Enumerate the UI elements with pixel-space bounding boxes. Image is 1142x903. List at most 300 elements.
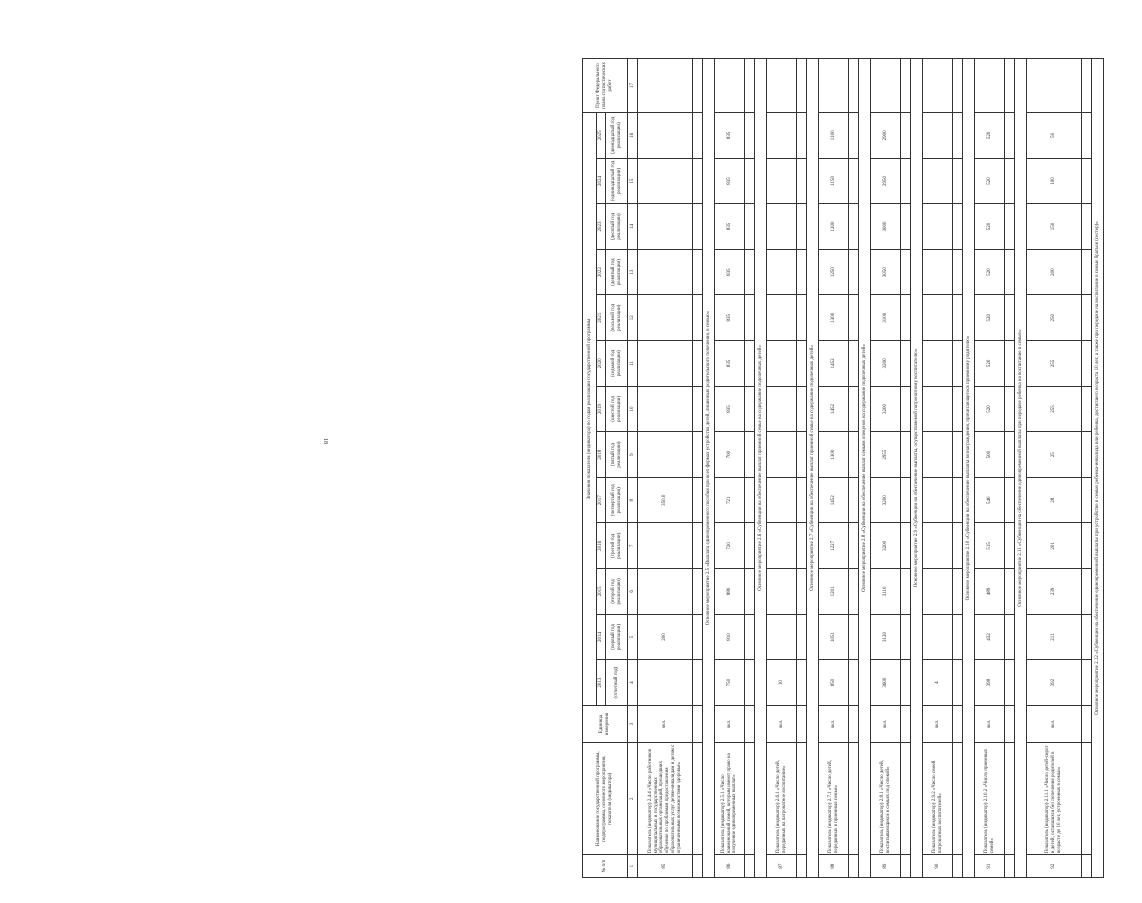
spacer-cell	[797, 743, 807, 855]
spacer-cell	[849, 569, 859, 615]
spacer-cell	[797, 855, 807, 878]
column-number: 12	[628, 295, 638, 341]
spacer-cell	[745, 660, 755, 706]
header-year: 2015	[597, 569, 606, 615]
indicator-value: 200	[638, 614, 693, 660]
spacer-cell	[953, 341, 963, 387]
spacer-cell	[1005, 249, 1015, 295]
indicator-value	[767, 386, 797, 432]
spacer-cell	[849, 295, 859, 341]
spacer-cell	[1005, 705, 1015, 742]
plan-item	[638, 59, 693, 113]
spacer-cell	[901, 523, 911, 569]
indicator-table-sheet	[582, 58, 1142, 878]
spacer-cell	[693, 158, 703, 204]
spacer-row	[745, 59, 755, 878]
indicator-value: 10	[767, 660, 797, 706]
spacer-cell	[797, 660, 807, 706]
plan-item	[715, 59, 745, 113]
spacer-cell	[745, 59, 755, 113]
indicator-value: 1250	[819, 249, 849, 295]
indicator-name: Показатель (индикатор) 2.5.1 «Число наименований семей, которым имеют право на получение единовременных выплат»	[715, 743, 745, 855]
spacer-cell	[797, 523, 807, 569]
spacer-cell	[901, 204, 911, 250]
spacer-cell	[849, 523, 859, 569]
spacer-cell	[1082, 855, 1092, 878]
indicator-value: 700	[715, 432, 745, 478]
indicator-value	[767, 341, 797, 387]
spacer-cell	[745, 249, 755, 295]
indicator-table-body	[638, 59, 1104, 878]
indicator-name: Показатель (индикатор) 2.7.1 «Число детей, переданных в приемные семьи»	[819, 743, 849, 855]
indicator-value	[923, 477, 953, 523]
spacer-cell	[693, 59, 703, 113]
indicator-value: 255	[1027, 341, 1082, 387]
indicator-value: 850	[819, 660, 849, 706]
spacer-cell	[901, 432, 911, 478]
indicator-value: 3100	[871, 295, 901, 341]
indicator-value	[923, 204, 953, 250]
spacer-cell	[797, 295, 807, 341]
event-row	[755, 59, 767, 878]
spacer-cell	[1005, 204, 1015, 250]
indicator-value: 1452	[819, 477, 849, 523]
indicator-value: 810	[715, 614, 745, 660]
header-year: 2023	[597, 204, 606, 250]
indicator-value	[923, 295, 953, 341]
column-number: 1	[628, 855, 638, 878]
spacer-cell	[693, 614, 703, 660]
header-values: Значения показателя (индикатора) по годам реализации государственной программы	[583, 113, 597, 706]
spacer-cell	[693, 432, 703, 478]
event-row	[1015, 59, 1027, 878]
spacer-cell	[1082, 660, 1092, 706]
spacer-row	[849, 59, 859, 878]
spacer-cell	[953, 295, 963, 341]
indicator-value: 3120	[871, 614, 901, 660]
indicator-value: 150	[1027, 204, 1082, 250]
spacer-cell	[953, 59, 963, 113]
header-name: Наименование государственной программы, подпрограммы, основного мероприятия, показателя (индикатора)	[583, 743, 628, 855]
header-year-note: (шестой год реализации)	[606, 386, 628, 432]
spacer-cell	[1005, 477, 1015, 523]
plan-item	[1027, 59, 1082, 113]
header-year: 2022	[597, 249, 606, 295]
spacer-cell	[693, 341, 703, 387]
spacer-cell	[953, 855, 963, 878]
spacer-cell	[849, 341, 859, 387]
spacer-cell	[849, 477, 859, 523]
spacer-cell	[745, 523, 755, 569]
header-year: 2025	[597, 113, 606, 159]
spacer-cell	[849, 158, 859, 204]
spacer-cell	[745, 855, 755, 878]
indicator-value: 835	[715, 341, 745, 387]
indicator-value	[767, 614, 797, 660]
spacer-cell	[901, 59, 911, 113]
indicator-value	[767, 432, 797, 478]
spacer-cell	[901, 660, 911, 706]
indicator-value	[923, 158, 953, 204]
spacer-row	[1082, 59, 1092, 878]
header-year-note: (восьмой год реализации)	[606, 295, 628, 341]
event-title: Основное мероприятие 2.10 «Субвенции на обеспечение выплаты вознаграждения, причитающегося приемному родителю»	[963, 59, 975, 878]
indicator-value	[923, 113, 953, 159]
spacer-cell	[693, 249, 703, 295]
indicator-value: 3200	[871, 386, 901, 432]
indicator-value: 4	[923, 660, 953, 706]
spacer-cell	[797, 341, 807, 387]
spacer-cell	[901, 295, 911, 341]
indicator-value	[767, 569, 797, 615]
row-number: 88	[819, 855, 849, 878]
row-number: 89	[871, 855, 901, 878]
spacer-cell	[1082, 477, 1092, 523]
spacer-cell	[693, 523, 703, 569]
indicator-value: 515	[975, 523, 1005, 569]
indicator-value: 1150	[819, 158, 849, 204]
spacer-cell	[797, 386, 807, 432]
indicator-unit: чел.	[923, 705, 953, 742]
header-year-note: (третий год реализации)	[606, 523, 628, 569]
spacer-cell	[745, 432, 755, 478]
indicator-value: 239	[1027, 569, 1082, 615]
indicator-value	[923, 614, 953, 660]
spacer-cell	[1082, 614, 1092, 660]
spacer-cell	[1082, 59, 1092, 113]
indicator-value: 750	[715, 660, 745, 706]
spacer-cell	[693, 477, 703, 523]
indicator-value	[638, 569, 693, 615]
spacer-cell	[953, 432, 963, 478]
indicator-unit: чел.	[638, 705, 693, 742]
spacer-row	[693, 59, 703, 878]
spacer-cell	[693, 660, 703, 706]
indicator-value	[767, 113, 797, 159]
plan-item	[819, 59, 849, 113]
spacer-cell	[1005, 614, 1015, 660]
header-year: 2018	[597, 432, 606, 478]
event-row	[703, 59, 715, 878]
spacer-cell	[1082, 113, 1092, 159]
spacer-cell	[953, 113, 963, 159]
spacer-row	[901, 59, 911, 878]
spacer-cell	[693, 705, 703, 742]
spacer-cell	[1082, 432, 1092, 478]
indicator-value	[923, 386, 953, 432]
header-unit: Единица измерения	[583, 705, 628, 742]
spacer-cell	[797, 158, 807, 204]
column-number: 14	[628, 204, 638, 250]
indicator-value: 100	[1027, 158, 1082, 204]
indicator-value	[923, 341, 953, 387]
spacer-cell	[849, 204, 859, 250]
spacer-cell	[745, 743, 755, 855]
spacer-cell	[1082, 249, 1092, 295]
plan-item	[923, 59, 953, 113]
event-title: Основное мероприятие 2.12 «Субвенции на обеспечение единовременной выплаты при устройстве в семью ребенка-инвалида или ребенка, достигшего возраста 10 лет, а также при передаче на воспитание в семью братьев (сестер)»	[1092, 59, 1104, 878]
spacer-cell	[693, 386, 703, 432]
spacer-cell	[1005, 855, 1015, 878]
spacer-cell	[901, 705, 911, 742]
spacer-cell	[849, 855, 859, 878]
row-number: 87	[767, 855, 797, 878]
spacer-cell	[849, 432, 859, 478]
spacer-cell	[953, 614, 963, 660]
indicator-value: 1452	[819, 386, 849, 432]
spacer-cell	[901, 614, 911, 660]
spacer-cell	[1082, 705, 1092, 742]
indicator-value	[638, 204, 693, 250]
indicator-value: 432	[975, 614, 1005, 660]
indicator-name: Показатель (индикатор) 2.11.1 «Число детей-сирот и детей, оставшихся без попечения родителей в возрасте до 10 лет, устроенных в семьи»	[1027, 743, 1082, 855]
spacer-cell	[797, 705, 807, 742]
spacer-cell	[1082, 523, 1092, 569]
column-number: 7	[628, 523, 638, 569]
spacer-cell	[901, 743, 911, 855]
indicator-name: Показатель (индикатор) 2.8.1 «Число детей, воспитывающихся в семьях под опекой»	[871, 743, 901, 855]
event-title: Основное мероприятие 2.6 «Субвенции на обеспечение выплат приемной семье на содержание подопечных детей»	[755, 59, 767, 878]
spacer-cell	[745, 614, 755, 660]
indicator-value	[638, 295, 693, 341]
spacer-cell	[953, 569, 963, 615]
spacer-cell	[1082, 295, 1092, 341]
indicator-value: 1051	[819, 614, 849, 660]
indicator-value: 255	[1027, 386, 1082, 432]
spacer-cell	[849, 705, 859, 742]
indicator-name: Показатель (индикатор) 2.9.2 «Число семей патронатных воспитателей»	[923, 743, 953, 855]
indicator-value: 520	[975, 113, 1005, 159]
table-row	[975, 59, 1005, 878]
indicator-value: 250	[1027, 295, 1082, 341]
indicator-value: 835	[715, 204, 745, 250]
event-title: Основное мероприятие 2.8 «Субвенции на обеспечение выплат семьям опекунов на содержание подопечных детей»	[859, 59, 871, 878]
column-number: 5	[628, 614, 638, 660]
indicator-value: 1227	[819, 523, 849, 569]
spacer-cell	[745, 113, 755, 159]
plan-item	[871, 59, 901, 113]
spacer-cell	[849, 249, 859, 295]
spacer-cell	[901, 158, 911, 204]
indicator-name: Показатель (индикатор) 2.10.2 «Число приемных семей»	[975, 743, 1005, 855]
spacer-cell	[953, 705, 963, 742]
indicator-value	[638, 523, 693, 569]
spacer-cell	[693, 113, 703, 159]
indicator-value	[767, 158, 797, 204]
table-row	[638, 59, 693, 878]
column-number: 16	[628, 113, 638, 159]
indicator-unit: чел.	[871, 705, 901, 742]
row-number: 90	[923, 855, 953, 878]
indicator-value: 500	[975, 432, 1005, 478]
indicator-value: 835	[715, 295, 745, 341]
indicator-table	[582, 58, 1104, 878]
spacer-cell	[745, 158, 755, 204]
spacer-cell	[953, 523, 963, 569]
spacer-cell	[797, 614, 807, 660]
indicator-value: 1300	[819, 432, 849, 478]
spacer-cell	[1005, 569, 1015, 615]
indicator-unit: чел.	[715, 705, 745, 742]
spacer-cell	[953, 249, 963, 295]
spacer-cell	[1005, 432, 1015, 478]
header-year-note: (второй год реализации)	[606, 569, 628, 615]
indicator-value	[923, 432, 953, 478]
indicator-value: 200	[1027, 249, 1082, 295]
table-row	[1027, 59, 1082, 878]
indicator-value: 201	[1027, 523, 1082, 569]
indicator-value	[923, 523, 953, 569]
spacer-row	[1005, 59, 1015, 878]
spacer-cell	[901, 477, 911, 523]
indicator-value: 520	[975, 295, 1005, 341]
indicator-value	[638, 341, 693, 387]
spacer-cell	[745, 705, 755, 742]
indicator-value: 3110	[871, 569, 901, 615]
column-number: 9	[628, 432, 638, 478]
indicator-value	[767, 295, 797, 341]
header-year: 2024	[597, 158, 606, 204]
header-year: 2016	[597, 523, 606, 569]
spacer-cell	[693, 569, 703, 615]
indicator-value: 2950	[871, 158, 901, 204]
header-year: 2021	[597, 295, 606, 341]
indicator-name: Показатель (индикатор) 2.6.1 «Число детей, переданных на патронатное воспитание»	[767, 743, 797, 855]
indicator-value	[923, 569, 953, 615]
row-number: 91	[975, 855, 1005, 878]
indicator-value: 50	[1027, 113, 1082, 159]
spacer-cell	[901, 249, 911, 295]
spacer-cell	[849, 660, 859, 706]
spacer-cell	[693, 204, 703, 250]
indicator-value: 880	[715, 569, 745, 615]
event-row	[807, 59, 819, 878]
event-title: Основное мероприятие 2.11 «Субвенции на обеспечение единовременной выплаты при передаче ребенка на воспитание в семью»	[1015, 59, 1027, 878]
spacer-cell	[1005, 158, 1015, 204]
spacer-cell	[1082, 341, 1092, 387]
spacer-cell	[1082, 569, 1092, 615]
indicator-value	[923, 249, 953, 295]
spacer-cell	[797, 477, 807, 523]
spacer-cell	[901, 386, 911, 432]
spacer-cell	[1082, 743, 1092, 855]
spacer-cell	[797, 569, 807, 615]
event-title: Основное мероприятие 2.7 «Субвенции на обеспечение выплат приемной семье на содержание подопечных детей»	[807, 59, 819, 878]
indicator-value: 520	[975, 249, 1005, 295]
spacer-cell	[953, 477, 963, 523]
spacer-cell	[693, 295, 703, 341]
indicator-unit: чел.	[819, 705, 849, 742]
spacer-cell	[745, 295, 755, 341]
table-row	[715, 59, 745, 878]
spacer-cell	[797, 59, 807, 113]
indicator-value: 720	[715, 523, 745, 569]
spacer-cell	[1082, 158, 1092, 204]
spacer-cell	[745, 341, 755, 387]
spacer-cell	[1005, 743, 1015, 855]
column-number: 6	[628, 569, 638, 615]
column-number: 8	[628, 477, 638, 523]
header-plan: Пункт Федерального плана статистических работ	[583, 59, 628, 113]
spacer-cell	[745, 569, 755, 615]
indicator-value: 350,0	[638, 477, 693, 523]
spacer-cell	[901, 569, 911, 615]
spacer-cell	[849, 743, 859, 855]
indicator-value: 3000	[871, 204, 901, 250]
spacer-cell	[849, 113, 859, 159]
column-number-row	[628, 59, 638, 878]
spacer-cell	[953, 158, 963, 204]
indicator-value	[638, 386, 693, 432]
indicator-value: 520	[975, 204, 1005, 250]
indicator-value	[638, 432, 693, 478]
indicator-value: 835	[715, 158, 745, 204]
spacer-cell	[745, 204, 755, 250]
header-year-note: (седьмой год реализации)	[606, 341, 628, 387]
row-number: 86	[715, 855, 745, 878]
indicator-value: 520	[975, 158, 1005, 204]
header-year-note: (двенадцатый год реализации)	[606, 113, 628, 159]
indicator-value: 3200	[871, 341, 901, 387]
spacer-cell	[953, 204, 963, 250]
indicator-value: 28	[1027, 477, 1082, 523]
column-number: 17	[628, 59, 638, 113]
spacer-cell	[1005, 341, 1015, 387]
indicator-value: 835	[715, 386, 745, 432]
spacer-cell	[901, 341, 911, 387]
table-row	[871, 59, 901, 878]
indicator-value: 520	[975, 341, 1005, 387]
plan-item	[975, 59, 1005, 113]
indicator-value: 2955	[871, 432, 901, 478]
indicator-value	[638, 660, 693, 706]
plan-item	[767, 59, 797, 113]
indicator-value: 1300	[819, 295, 849, 341]
spacer-cell	[693, 743, 703, 855]
spacer-cell	[901, 113, 911, 159]
column-number: 2	[628, 743, 638, 855]
spacer-cell	[849, 59, 859, 113]
indicator-value: 3600	[871, 660, 901, 706]
indicator-unit: чел.	[975, 705, 1005, 742]
spacer-cell	[1005, 523, 1015, 569]
table-row	[923, 59, 953, 878]
indicator-value: 3200	[871, 523, 901, 569]
spacer-cell	[797, 249, 807, 295]
spacer-cell	[1082, 386, 1092, 432]
spacer-cell	[1082, 204, 1092, 250]
column-number: 10	[628, 386, 638, 432]
header-year: 2014	[597, 614, 606, 660]
header-year: 2013	[597, 660, 606, 706]
indicator-value: 392	[1027, 660, 1082, 706]
event-title: Основное мероприятие 2.5 «Выплата единовременного пособия при всех формах устройства детей, лишенных родительского попечения, в семью»	[703, 59, 715, 878]
indicator-value: 721	[715, 477, 745, 523]
spacer-cell	[953, 743, 963, 855]
row-number: 92	[1027, 855, 1082, 878]
indicator-value: 1452	[819, 341, 849, 387]
header-year-note: (отчетный год)	[606, 660, 628, 706]
indicator-value: 2900	[871, 113, 901, 159]
indicator-unit: чел.	[1027, 705, 1082, 742]
indicator-value: 3200	[871, 477, 901, 523]
spacer-cell	[953, 660, 963, 706]
spacer-cell	[849, 614, 859, 660]
header-year-note: (десятый год реализации)	[606, 204, 628, 250]
header-year-note: (девятый год реализации)	[606, 249, 628, 295]
indicator-value	[638, 113, 693, 159]
spacer-cell	[953, 386, 963, 432]
